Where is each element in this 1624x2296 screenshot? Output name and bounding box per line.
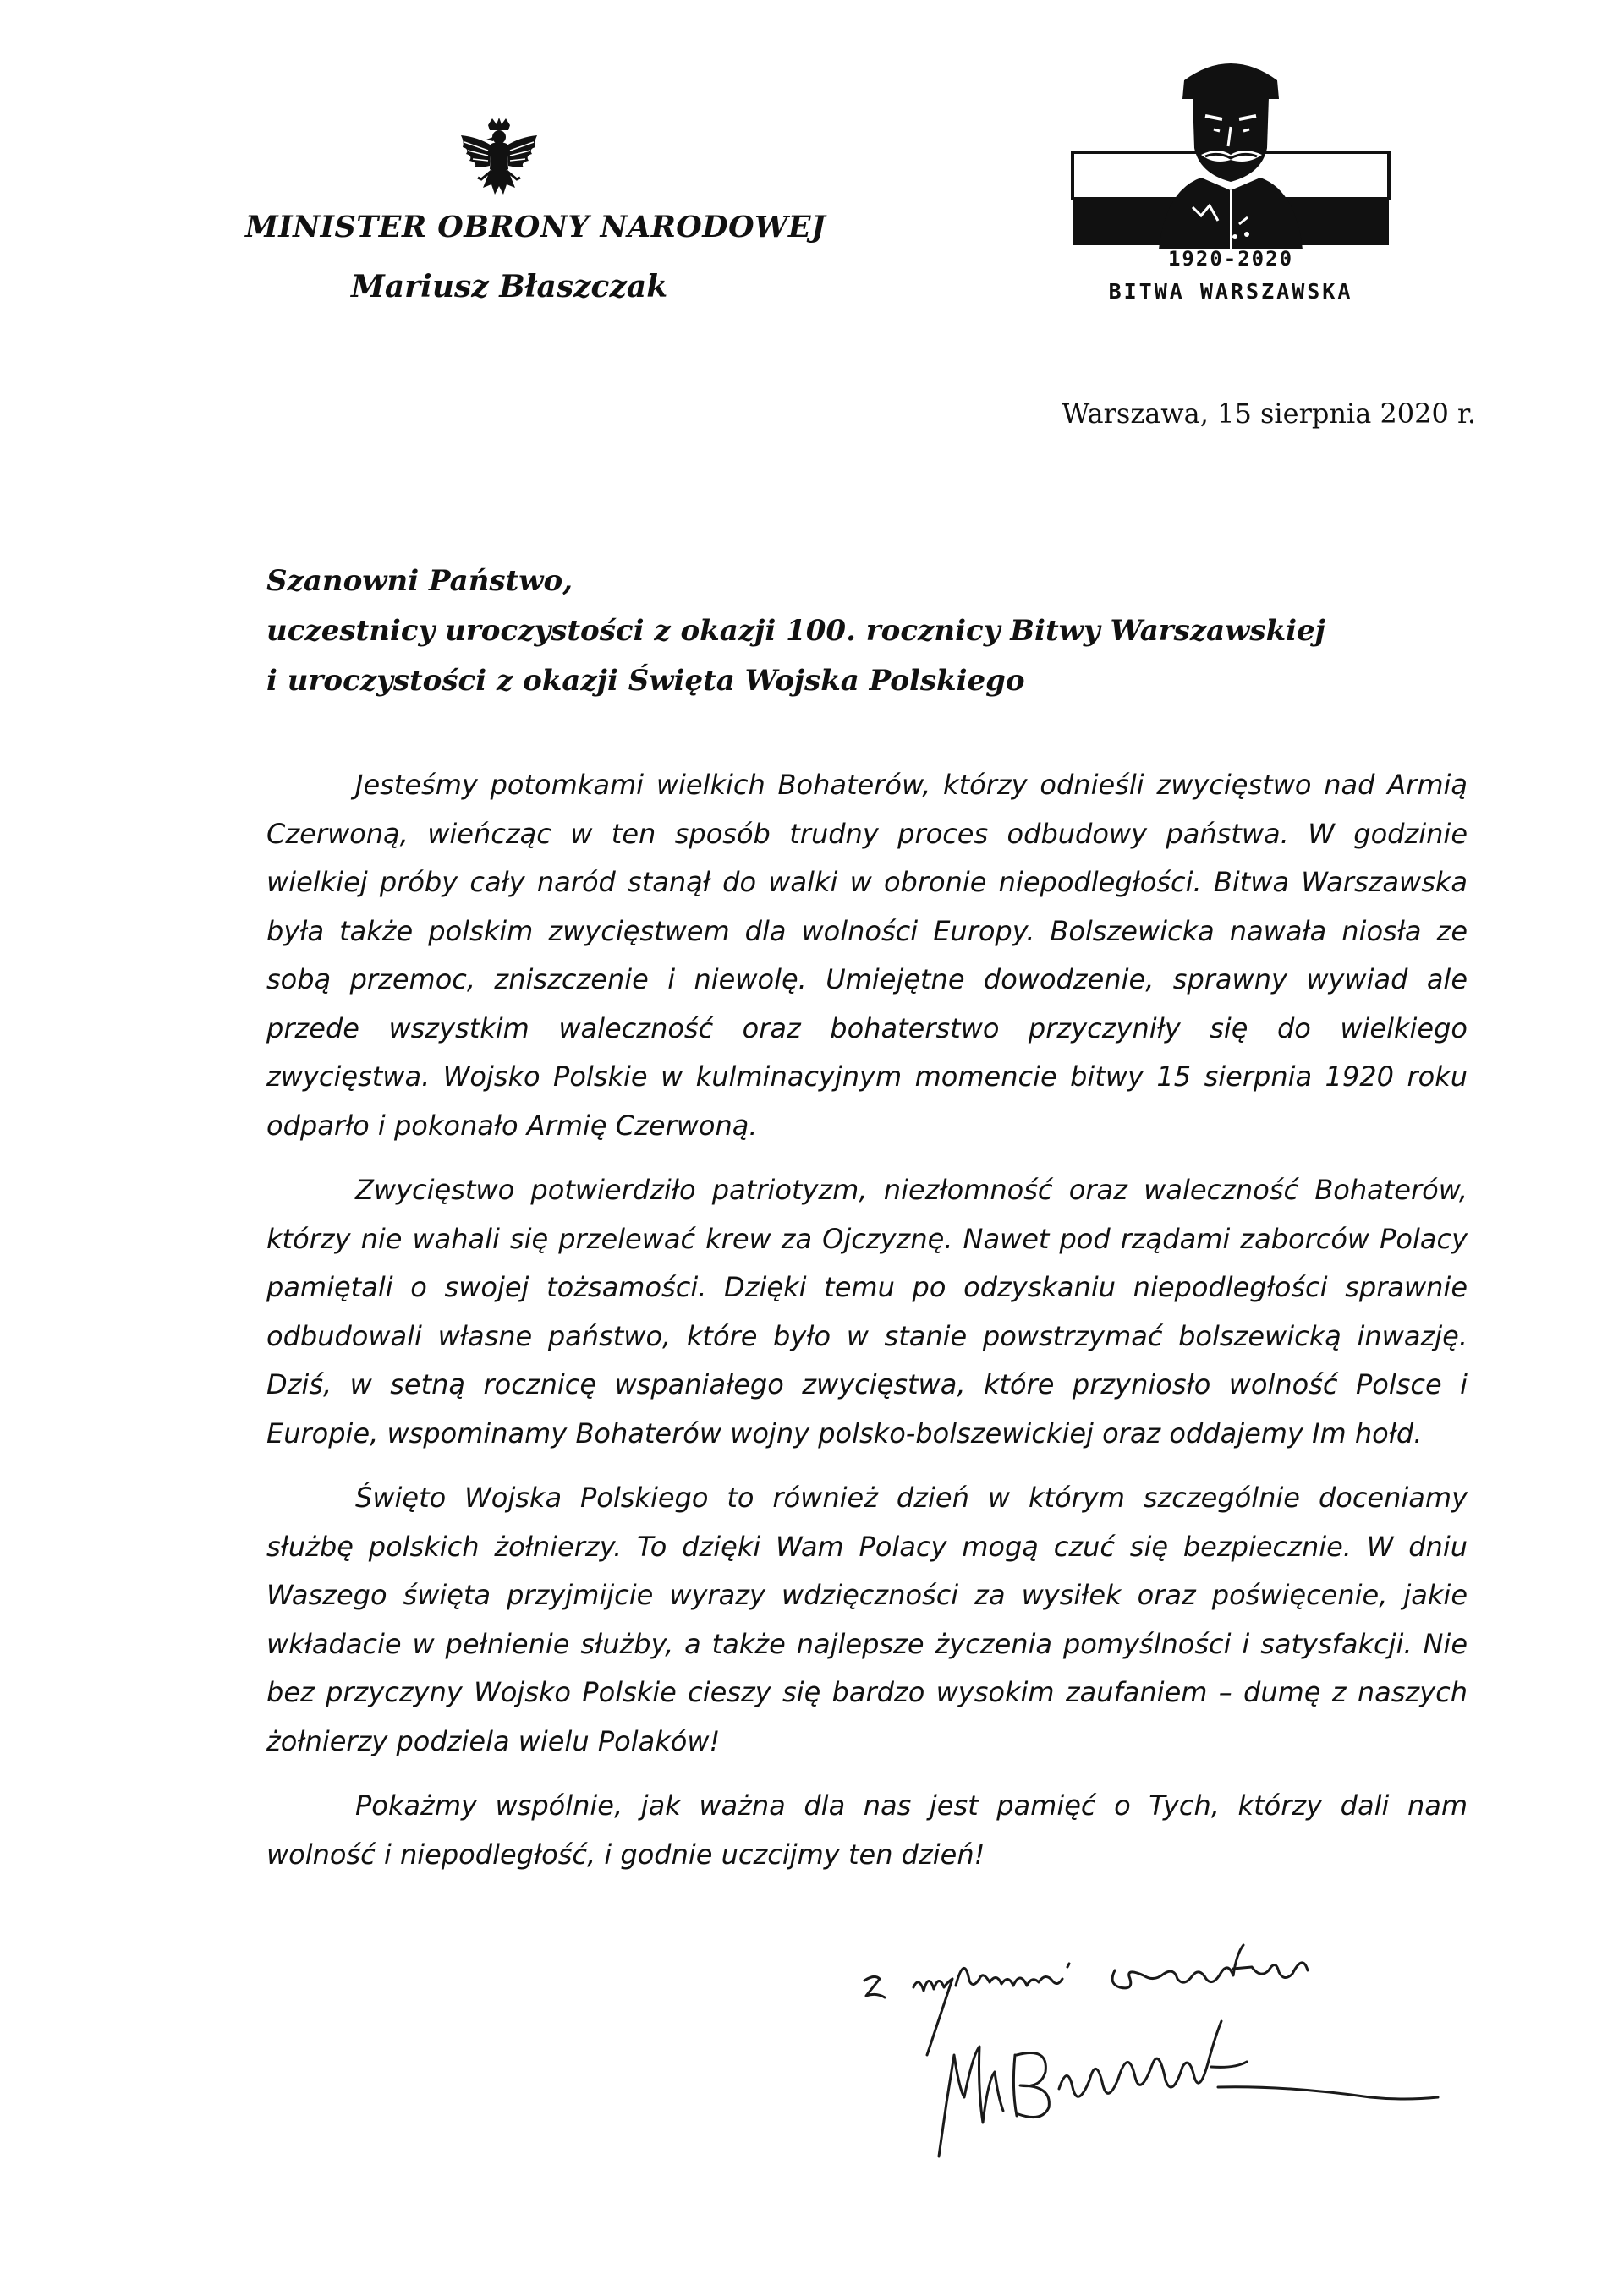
salutation-line: Szanowni Państwo,	[266, 564, 573, 598]
letter-date: Warszawa, 15 sierpnia 2020 r.	[1062, 397, 1476, 430]
eagle-emblem-icon	[453, 117, 546, 210]
battle-anniversary-logo	[1066, 47, 1396, 317]
body-paragraph: Pokażmy wspólnie, jak ważna dla nas jest pamięć o Tych, którzy dali nam wolność i niepodległość, i godnie uczcijmy ten dzień!	[266, 1789, 1468, 1871]
handwritten-signature	[846, 1920, 1455, 2173]
body-paragraph: Święto Wojska Polskiego to również dzień w którym szczególnie doceniamy służbę polskich żołnierzy. To dzięki Wam Polacy mogą czuć się bezpiecznie. W dniu Waszego święta przyjmijcie wyrazy wdzięczności za wysiłek oraz poświęcenie, jakie wkładacie w pełnienie służby, a także najlepsze życzenia pomyślności i satysfakcji. Nie bez przyczyny Wojsko Polskie cieszy się bardzo wysokim zaufaniem – dumę z naszych żołnierzy podziela wielu Polaków!	[266, 1482, 1468, 1757]
logo-battle-title: BITWA WARSZAWSKA	[1108, 279, 1353, 304]
minister-name: Mariusz Błaszczak	[351, 269, 668, 304]
body-paragraph: Jesteśmy potomkami wielkich Bohaterów, którzy odnieśli zwycięstwo nad Armią Czerwoną, wieńcząc w ten sposób trudny proces odbudowy państwa. W godzinie wielkiej próby cały naród stanął do walki w obronie niepodległości. Bitwa Warszawska była także polskim zwycięstwem dla wolności Europy. Bolszewicka nawała niosła ze sobą przemoc, zniszczenie i niewolę. Umiejętne dowodzenie, sprawny wywiad ale przede wszystkim waleczność oraz bohaterstwo przyczyniły się do wielkiego zwycięstwa. Wojsko Polskie w kulminacyjnym momencie bitwy 15 sierpnia 1920 roku odparło i pokonało Armię Czerwoną.	[266, 769, 1468, 1142]
salutation-line: uczestnicy uroczystości z okazji 100. rocznicy Bitwy Warszawskiej	[266, 614, 1325, 648]
salutation-line: i uroczystości z okazji Święta Wojska Polskiego	[266, 664, 1025, 698]
salutation	[266, 556, 1325, 706]
minister-title: MINISTER OBRONY NARODOWEJ	[245, 210, 826, 244]
letter-body	[266, 761, 1468, 1895]
logo-years: 1920-2020	[1167, 247, 1294, 271]
body-paragraph: Zwycięstwo potwierdziło patriotyzm, niezłomność oraz waleczność Bohaterów, którzy nie wahali się przelewać krew za Ojczyznę. Nawet pod rządami zaborców Polacy pamiętali o swojej tożsamości. Dzięki temu po odzyskaniu niepodległości sprawnie odbudowali własne państwo, które było w stanie powstrzymać bolszewicką inwazję. Dziś, w setną rocznicę wspaniałego zwycięstwa, które przyniosło wolność Polsce i Europie, wspominamy Bohaterów wojny polsko-bolszewickiej oraz oddajemy Im hołd.	[266, 1174, 1468, 1449]
